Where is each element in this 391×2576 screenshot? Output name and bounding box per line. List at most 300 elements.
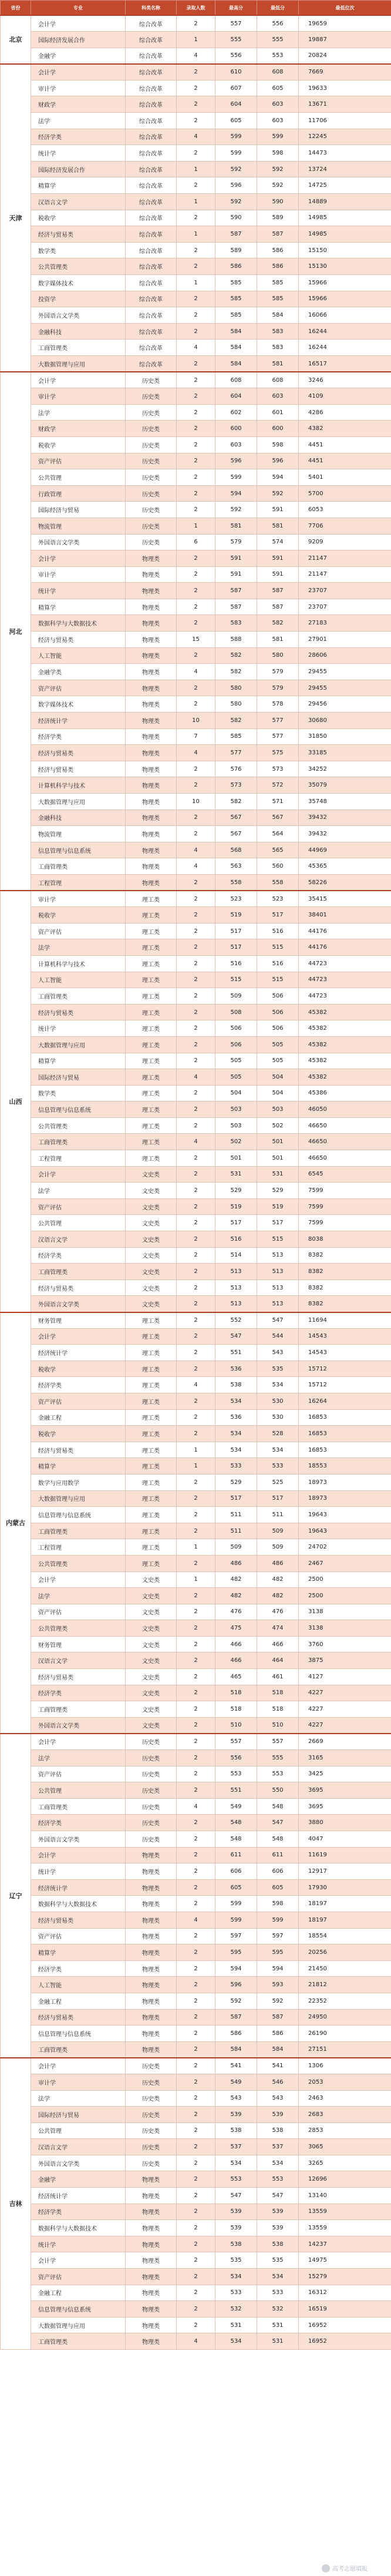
- min-cell: 482: [257, 1571, 299, 1588]
- type-cell: 物理类: [126, 826, 177, 842]
- major-cell: 外国语言文学类: [31, 1831, 126, 1848]
- max-cell: 532: [215, 2301, 257, 2318]
- rank-cell: 35079: [299, 777, 391, 794]
- min-cell: 547: [257, 1312, 299, 1329]
- max-cell: 585: [215, 728, 257, 745]
- table-row: [1, 485, 391, 502]
- major-cell: 外国语言文学类: [31, 307, 126, 324]
- max-cell: 534: [215, 2269, 257, 2285]
- plan-cell: 2: [177, 680, 215, 696]
- rank-cell: 46050: [299, 1101, 391, 1118]
- rank-cell: 39432: [299, 826, 391, 842]
- table-row: [1, 2139, 391, 2155]
- min-cell: 466: [257, 1636, 299, 1653]
- table-row: [1, 1053, 391, 1069]
- major-cell: 审计学: [31, 566, 126, 583]
- watermark-text: 高考志愿填报: [332, 2566, 368, 2572]
- min-cell: 509: [257, 1539, 299, 1556]
- max-cell: 553: [215, 1766, 257, 1782]
- type-cell: 物理类: [126, 2269, 177, 2285]
- max-cell: 592: [215, 161, 257, 177]
- table-row: [1, 388, 391, 405]
- major-cell: 投资学: [31, 291, 126, 307]
- rank-cell: 14473: [299, 145, 391, 162]
- plan-cell: 2: [177, 113, 215, 129]
- max-cell: 567: [215, 810, 257, 826]
- plan-cell: 2: [177, 372, 215, 388]
- plan-cell: 2: [177, 1847, 215, 1863]
- max-cell: 529: [215, 1474, 257, 1490]
- province-cell: 辽宁: [1, 1734, 31, 2058]
- rank-cell: 21147: [299, 566, 391, 583]
- rank-cell: 4227: [299, 1717, 391, 1734]
- max-cell: 591: [215, 566, 257, 583]
- plan-cell: 2: [177, 1701, 215, 1718]
- max-cell: 513: [215, 1264, 257, 1280]
- rank-cell: 2500: [299, 1588, 391, 1604]
- rank-cell: 44176: [299, 939, 391, 956]
- rank-cell: 14543: [299, 1345, 391, 1361]
- min-cell: 574: [257, 534, 299, 550]
- type-cell: 历史类: [126, 404, 177, 421]
- min-cell: 608: [257, 64, 299, 80]
- table-row: [1, 80, 391, 96]
- major-cell: 精算学: [31, 177, 126, 194]
- rank-cell: 7599: [299, 1183, 391, 1199]
- plan-cell: 2: [177, 1361, 215, 1377]
- type-cell: 综合改革: [126, 275, 177, 291]
- plan-cell: 4: [177, 2333, 215, 2350]
- plan-cell: 2: [177, 1523, 215, 1539]
- max-cell: 596: [215, 453, 257, 469]
- rank-cell: 6545: [299, 1166, 391, 1183]
- min-cell: 596: [257, 453, 299, 469]
- rank-cell: 4286: [299, 404, 391, 421]
- min-cell: 580: [257, 647, 299, 664]
- plan-cell: 2: [177, 2074, 215, 2090]
- max-cell: 517: [215, 1490, 257, 1507]
- rank-cell: 45386: [299, 1085, 391, 1101]
- major-cell: 法学: [31, 2090, 126, 2107]
- plan-cell: 2: [177, 291, 215, 307]
- type-cell: 文史类: [126, 1685, 177, 1701]
- major-cell: 工程管理: [31, 874, 126, 891]
- major-cell: 资产评估: [31, 1928, 126, 1944]
- min-cell: 606: [257, 1863, 299, 1880]
- type-cell: 文史类: [126, 1604, 177, 1620]
- min-cell: 557: [257, 1734, 299, 1750]
- rank-cell: 29455: [299, 680, 391, 696]
- major-cell: 经济与贸易类: [31, 226, 126, 243]
- plan-cell: 2: [177, 469, 215, 486]
- table-row: [1, 1166, 391, 1183]
- major-cell: 物流管理: [31, 826, 126, 842]
- plan-cell: 2: [177, 955, 215, 972]
- table-row: [1, 2236, 391, 2252]
- type-cell: 历史类: [126, 2074, 177, 2090]
- table-row: [1, 1361, 391, 1377]
- rank-cell: 11619: [299, 1847, 391, 1863]
- table-row: [1, 1312, 391, 1329]
- table-row: [1, 1604, 391, 1620]
- table-row: [1, 64, 391, 80]
- plan-cell: 2: [177, 1636, 215, 1653]
- type-cell: 物理类: [126, 761, 177, 777]
- type-cell: 文史类: [126, 1166, 177, 1183]
- max-cell: 504: [215, 1085, 257, 1101]
- major-cell: 经济统计学: [31, 1879, 126, 1896]
- rank-cell: 27151: [299, 2041, 391, 2058]
- min-cell: 579: [257, 680, 299, 696]
- table-row: [1, 1377, 391, 1393]
- plan-cell: 1: [177, 194, 215, 210]
- type-cell: 综合改革: [126, 161, 177, 177]
- max-cell: 596: [215, 1977, 257, 1993]
- major-cell: 外国语言文学类: [31, 1296, 126, 1312]
- major-cell: 资产评估: [31, 1604, 126, 1620]
- plan-cell: 4: [177, 1912, 215, 1928]
- min-cell: 598: [257, 1896, 299, 1912]
- province-cell: 北京: [1, 15, 31, 64]
- min-cell: 525: [257, 1474, 299, 1490]
- type-cell: 理工类: [126, 1474, 177, 1490]
- max-cell: 551: [215, 1782, 257, 1799]
- header-admitted-count: 录取人数: [177, 1, 215, 16]
- max-cell: 516: [215, 1231, 257, 1248]
- max-cell: 543: [215, 2090, 257, 2107]
- plan-cell: 2: [177, 1166, 215, 1183]
- rank-cell: 16066: [299, 307, 391, 324]
- plan-cell: 2: [177, 210, 215, 226]
- province-cell: 山西: [1, 891, 31, 1312]
- rank-cell: 14237: [299, 2236, 391, 2252]
- type-cell: 综合改革: [126, 145, 177, 162]
- major-cell: 会计学: [31, 1847, 126, 1863]
- table-row: [1, 1879, 391, 1896]
- type-cell: 物理类: [126, 777, 177, 794]
- max-cell: 466: [215, 1636, 257, 1653]
- type-cell: 理工类: [126, 1117, 177, 1134]
- rank-cell: 16853: [299, 1442, 391, 1458]
- header-major: 专业: [31, 1, 126, 16]
- table-row: [1, 1507, 391, 1523]
- plan-cell: 1: [177, 32, 215, 48]
- max-cell: 587: [215, 226, 257, 243]
- type-cell: 物理类: [126, 874, 177, 891]
- type-cell: 理工类: [126, 891, 177, 907]
- rank-cell: 35748: [299, 794, 391, 810]
- max-cell: 592: [215, 502, 257, 518]
- rank-cell: 16517: [299, 355, 391, 372]
- type-cell: 物理类: [126, 2285, 177, 2301]
- plan-cell: 2: [177, 1490, 215, 1507]
- major-cell: 经济统计学: [31, 2188, 126, 2204]
- max-cell: 595: [215, 1944, 257, 1961]
- type-cell: 物理类: [126, 1863, 177, 1880]
- rank-cell: 8382: [299, 1279, 391, 1296]
- min-cell: 571: [257, 794, 299, 810]
- rank-cell: 5401: [299, 469, 391, 486]
- min-cell: 603: [257, 388, 299, 405]
- rank-cell: 18197: [299, 1896, 391, 1912]
- table-row: [1, 923, 391, 939]
- rank-cell: 2683: [299, 2107, 391, 2123]
- table-row: [1, 794, 391, 810]
- min-cell: 464: [257, 1653, 299, 1669]
- max-cell: 541: [215, 2058, 257, 2074]
- table-row: [1, 161, 391, 177]
- type-cell: 综合改革: [126, 194, 177, 210]
- major-cell: 经济统计学: [31, 1345, 126, 1361]
- plan-cell: 2: [177, 550, 215, 567]
- min-cell: 515: [257, 1231, 299, 1248]
- table-row: [1, 1150, 391, 1167]
- min-cell: 517: [257, 907, 299, 923]
- max-cell: 604: [215, 96, 257, 113]
- plan-cell: 2: [177, 2269, 215, 2285]
- major-cell: 大数据管理与应用: [31, 794, 126, 810]
- max-cell: 592: [215, 194, 257, 210]
- rank-cell: 24702: [299, 1539, 391, 1556]
- max-cell: 587: [215, 2009, 257, 2026]
- table-row: [1, 1085, 391, 1101]
- major-cell: 外国语言文学类: [31, 1717, 126, 1734]
- type-cell: 理工类: [126, 1523, 177, 1539]
- max-cell: 599: [215, 129, 257, 145]
- min-cell: 513: [257, 1296, 299, 1312]
- type-cell: 物理类: [126, 696, 177, 713]
- min-cell: 565: [257, 842, 299, 858]
- plan-cell: 2: [177, 891, 215, 907]
- max-cell: 515: [215, 972, 257, 988]
- type-cell: 历史类: [126, 2090, 177, 2107]
- plan-cell: 2: [177, 1198, 215, 1215]
- province-cell: 河北: [1, 372, 31, 891]
- table-row: [1, 372, 391, 388]
- min-cell: 517: [257, 1215, 299, 1231]
- max-cell: 503: [215, 1117, 257, 1134]
- table-row: [1, 632, 391, 648]
- max-cell: 534: [215, 1426, 257, 1442]
- table-row: [1, 518, 391, 534]
- type-cell: 物理类: [126, 1896, 177, 1912]
- min-cell: 608: [257, 372, 299, 388]
- plan-cell: 2: [177, 1685, 215, 1701]
- type-cell: 物理类: [126, 2317, 177, 2333]
- plan-cell: 2: [177, 1296, 215, 1312]
- type-cell: 理工类: [126, 1053, 177, 1069]
- max-cell: 486: [215, 1555, 257, 1571]
- max-cell: 531: [215, 2317, 257, 2333]
- max-cell: 552: [215, 1312, 257, 1329]
- min-cell: 530: [257, 1409, 299, 1426]
- min-cell: 577: [257, 728, 299, 745]
- plan-cell: 2: [177, 1215, 215, 1231]
- plan-cell: 4: [177, 858, 215, 875]
- min-cell: 518: [257, 1685, 299, 1701]
- max-cell: 582: [215, 664, 257, 680]
- major-cell: 经济统计学: [31, 713, 126, 729]
- major-cell: 工商管理类: [31, 1264, 126, 1280]
- major-cell: 大数据管理与应用: [31, 1036, 126, 1053]
- table-row: [1, 48, 391, 64]
- type-cell: 理工类: [126, 1328, 177, 1345]
- min-cell: 505: [257, 1053, 299, 1069]
- rank-cell: 14975: [299, 2252, 391, 2269]
- major-cell: 金融学: [31, 48, 126, 64]
- table-row: [1, 1458, 391, 1475]
- rank-cell: 31850: [299, 728, 391, 745]
- max-cell: 482: [215, 1588, 257, 1604]
- table-row: [1, 1004, 391, 1020]
- plan-cell: 2: [177, 907, 215, 923]
- type-cell: 历史类: [126, 421, 177, 437]
- type-cell: 物理类: [126, 810, 177, 826]
- max-cell: 584: [215, 2041, 257, 2058]
- plan-cell: 2: [177, 1653, 215, 1669]
- major-cell: 资产评估: [31, 1198, 126, 1215]
- type-cell: 理工类: [126, 1361, 177, 1377]
- min-cell: 586: [257, 2026, 299, 2042]
- min-cell: 555: [257, 1750, 299, 1766]
- province-cell: 内蒙古: [1, 1312, 31, 1734]
- rank-cell: 4451: [299, 436, 391, 453]
- min-cell: 506: [257, 988, 299, 1005]
- rank-cell: 15130: [299, 258, 391, 275]
- table-row: [1, 2317, 391, 2333]
- table-row: [1, 728, 391, 745]
- type-cell: 历史类: [126, 1734, 177, 1750]
- plan-cell: 2: [177, 1831, 215, 1848]
- min-cell: 582: [257, 615, 299, 632]
- plan-cell: 2: [177, 1004, 215, 1020]
- type-cell: 物理类: [126, 745, 177, 761]
- table-row: [1, 2009, 391, 2026]
- rank-cell: 33185: [299, 745, 391, 761]
- plan-cell: 2: [177, 972, 215, 988]
- max-cell: 599: [215, 469, 257, 486]
- table-row: [1, 1798, 391, 1815]
- major-cell: 计算机科学与技术: [31, 955, 126, 972]
- min-cell: 517: [257, 1490, 299, 1507]
- max-cell: 568: [215, 842, 257, 858]
- min-cell: 581: [257, 518, 299, 534]
- plan-cell: 2: [177, 258, 215, 275]
- plan-cell: 2: [177, 2009, 215, 2026]
- max-cell: 503: [215, 1101, 257, 1118]
- rank-cell: 4451: [299, 453, 391, 469]
- min-cell: 547: [257, 2188, 299, 2204]
- plan-cell: 2: [177, 1150, 215, 1167]
- plan-cell: 2: [177, 1815, 215, 1831]
- major-cell: 精算学: [31, 1053, 126, 1069]
- major-cell: 会计学: [31, 2058, 126, 2074]
- rank-cell: 11706: [299, 113, 391, 129]
- min-cell: 587: [257, 583, 299, 599]
- max-cell: 580: [215, 680, 257, 696]
- rank-cell: 44176: [299, 923, 391, 939]
- table-row: [1, 32, 391, 48]
- plan-cell: 4: [177, 664, 215, 680]
- rank-cell: 7669: [299, 64, 391, 80]
- major-cell: 公共管理: [31, 469, 126, 486]
- plan-cell: 2: [177, 1766, 215, 1782]
- major-cell: 人工智能: [31, 647, 126, 664]
- min-cell: 513: [257, 1247, 299, 1264]
- plan-cell: 15: [177, 632, 215, 648]
- watermark: [322, 2564, 368, 2572]
- min-cell: 476: [257, 1604, 299, 1620]
- major-cell: 税收学: [31, 907, 126, 923]
- rank-cell: 4227: [299, 1701, 391, 1718]
- max-cell: 505: [215, 1069, 257, 1086]
- type-cell: 文史类: [126, 1198, 177, 1215]
- type-cell: 物理类: [126, 858, 177, 875]
- major-cell: 金融工程: [31, 1409, 126, 1426]
- major-cell: 公共管理类: [31, 1117, 126, 1134]
- max-cell: 535: [215, 2252, 257, 2269]
- min-cell: 583: [257, 323, 299, 340]
- rank-cell: 2669: [299, 1734, 391, 1750]
- plan-cell: 2: [177, 2041, 215, 2058]
- major-cell: 会计学: [31, 15, 126, 32]
- major-cell: 国际经济发展合作: [31, 161, 126, 177]
- plan-cell: 4: [177, 48, 215, 64]
- plan-cell: 2: [177, 1879, 215, 1896]
- major-cell: 经济与贸易类: [31, 745, 126, 761]
- major-cell: 金融科技: [31, 810, 126, 826]
- major-cell: 工商管理类: [31, 2333, 126, 2350]
- type-cell: 物理类: [126, 1977, 177, 1993]
- table-row: [1, 307, 391, 324]
- type-cell: 理工类: [126, 1442, 177, 1458]
- plan-cell: 2: [177, 2107, 215, 2123]
- max-cell: 587: [215, 599, 257, 615]
- max-cell: 531: [215, 1166, 257, 1183]
- max-cell: 538: [215, 2122, 257, 2139]
- max-cell: 518: [215, 1701, 257, 1718]
- rank-cell: 15279: [299, 2269, 391, 2285]
- plan-cell: 2: [177, 2026, 215, 2042]
- max-cell: 596: [215, 177, 257, 194]
- min-cell: 515: [257, 972, 299, 988]
- max-cell: 597: [215, 1928, 257, 1944]
- max-cell: 604: [215, 388, 257, 405]
- rank-cell: 2853: [299, 2122, 391, 2139]
- rank-cell: 13671: [299, 96, 391, 113]
- major-cell: 经济与贸易类: [31, 2009, 126, 2026]
- max-cell: 556: [215, 1750, 257, 1766]
- table-row: [1, 1393, 391, 1409]
- rank-cell: 21450: [299, 1960, 391, 1977]
- plan-cell: 2: [177, 1863, 215, 1880]
- type-cell: 综合改革: [126, 32, 177, 48]
- type-cell: 历史类: [126, 2139, 177, 2155]
- min-cell: 553: [257, 1766, 299, 1782]
- max-cell: 567: [215, 826, 257, 842]
- major-cell: 国际经济与贸易: [31, 1069, 126, 1086]
- min-cell: 504: [257, 1085, 299, 1101]
- min-cell: 547: [257, 1815, 299, 1831]
- min-cell: 567: [257, 810, 299, 826]
- major-cell: 国际经济与贸易: [31, 2107, 126, 2123]
- major-cell: 统计学: [31, 1863, 126, 1880]
- min-cell: 555: [257, 32, 299, 48]
- table-row: [1, 2204, 391, 2220]
- min-cell: 502: [257, 1117, 299, 1134]
- type-cell: 文史类: [126, 1279, 177, 1296]
- plan-cell: 2: [177, 1782, 215, 1799]
